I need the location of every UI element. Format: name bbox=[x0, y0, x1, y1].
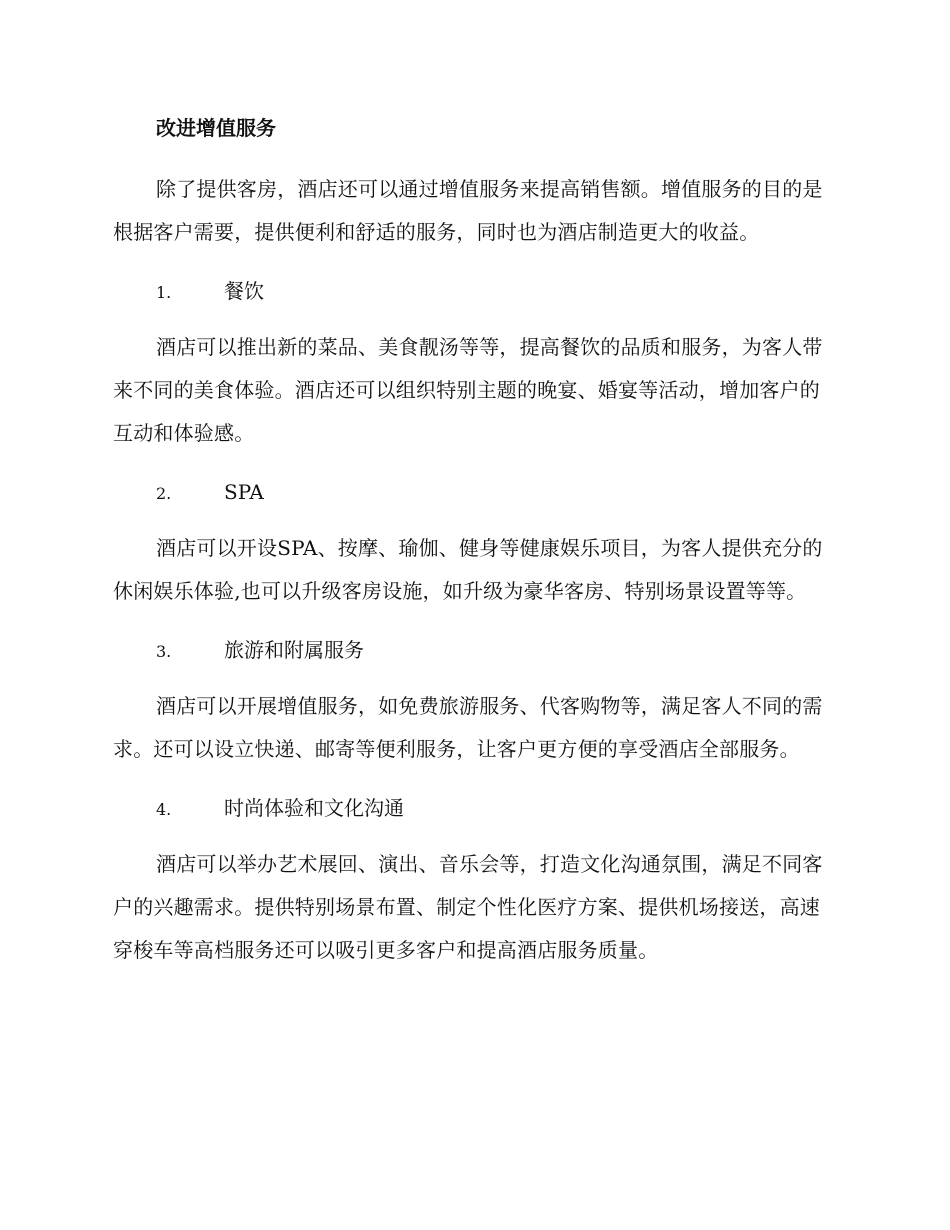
list-item-heading-1 bbox=[113, 270, 835, 314]
list-number: 1. bbox=[156, 283, 172, 302]
document-body bbox=[113, 110, 835, 972]
list-number: 3. bbox=[156, 642, 172, 661]
section-heading: 改进增值服务 bbox=[156, 116, 276, 140]
list-item-paragraph-4: 酒店可以举办艺术展回、演出、音乐会等，打造文化沟通氛围，满足不同客户的兴趣需求。提供特别场景布置、制定个性化医疗方案、提供机场接送，高速穿梭车等高档服务还可以吸引更多客户和提高酒店服务质量。 bbox=[113, 852, 823, 962]
list-number: 2. bbox=[156, 484, 172, 503]
list-title: 时尚体验和文化沟通 bbox=[224, 796, 404, 820]
list-item-paragraph-1: 酒店可以推出新的菜品、美食靓汤等等，提高餐饮的品质和服务，为客人带来不同的美食体验。酒店还可以组织特别主题的晚宴、婚宴等活动，增加客户的互动和体验感。 bbox=[113, 335, 823, 445]
list-item-paragraph-2: 酒店可以开设SPA、按摩、瑜伽、健身等健康娱乐项目，为客人提供充分的休闲娱乐体验,也可以升级客房设施，如升级为豪华客房、特别场景设置等等。 bbox=[113, 536, 823, 603]
list-item-heading-2 bbox=[113, 471, 835, 515]
list-title: 餐饮 bbox=[224, 279, 264, 303]
list-item-paragraph-3: 酒店可以开展增值服务，如免费旅游服务、代客购物等，满足客人不同的需求。还可以设立快递、邮寄等便利服务，让客户更方便的享受酒店全部服务。 bbox=[113, 694, 823, 761]
list-number: 4. bbox=[156, 800, 172, 819]
list-item-heading-4 bbox=[113, 787, 835, 831]
list-title: SPA bbox=[224, 480, 264, 504]
list-item-heading-3 bbox=[113, 629, 835, 673]
intro-paragraph: 除了提供客房，酒店还可以通过增值服务来提高销售额。增值服务的目的是根据客户需要，提供便利和舒适的服务，同时也为酒店制造更大的收益。 bbox=[113, 177, 823, 244]
list-title: 旅游和附属服务 bbox=[224, 638, 364, 662]
